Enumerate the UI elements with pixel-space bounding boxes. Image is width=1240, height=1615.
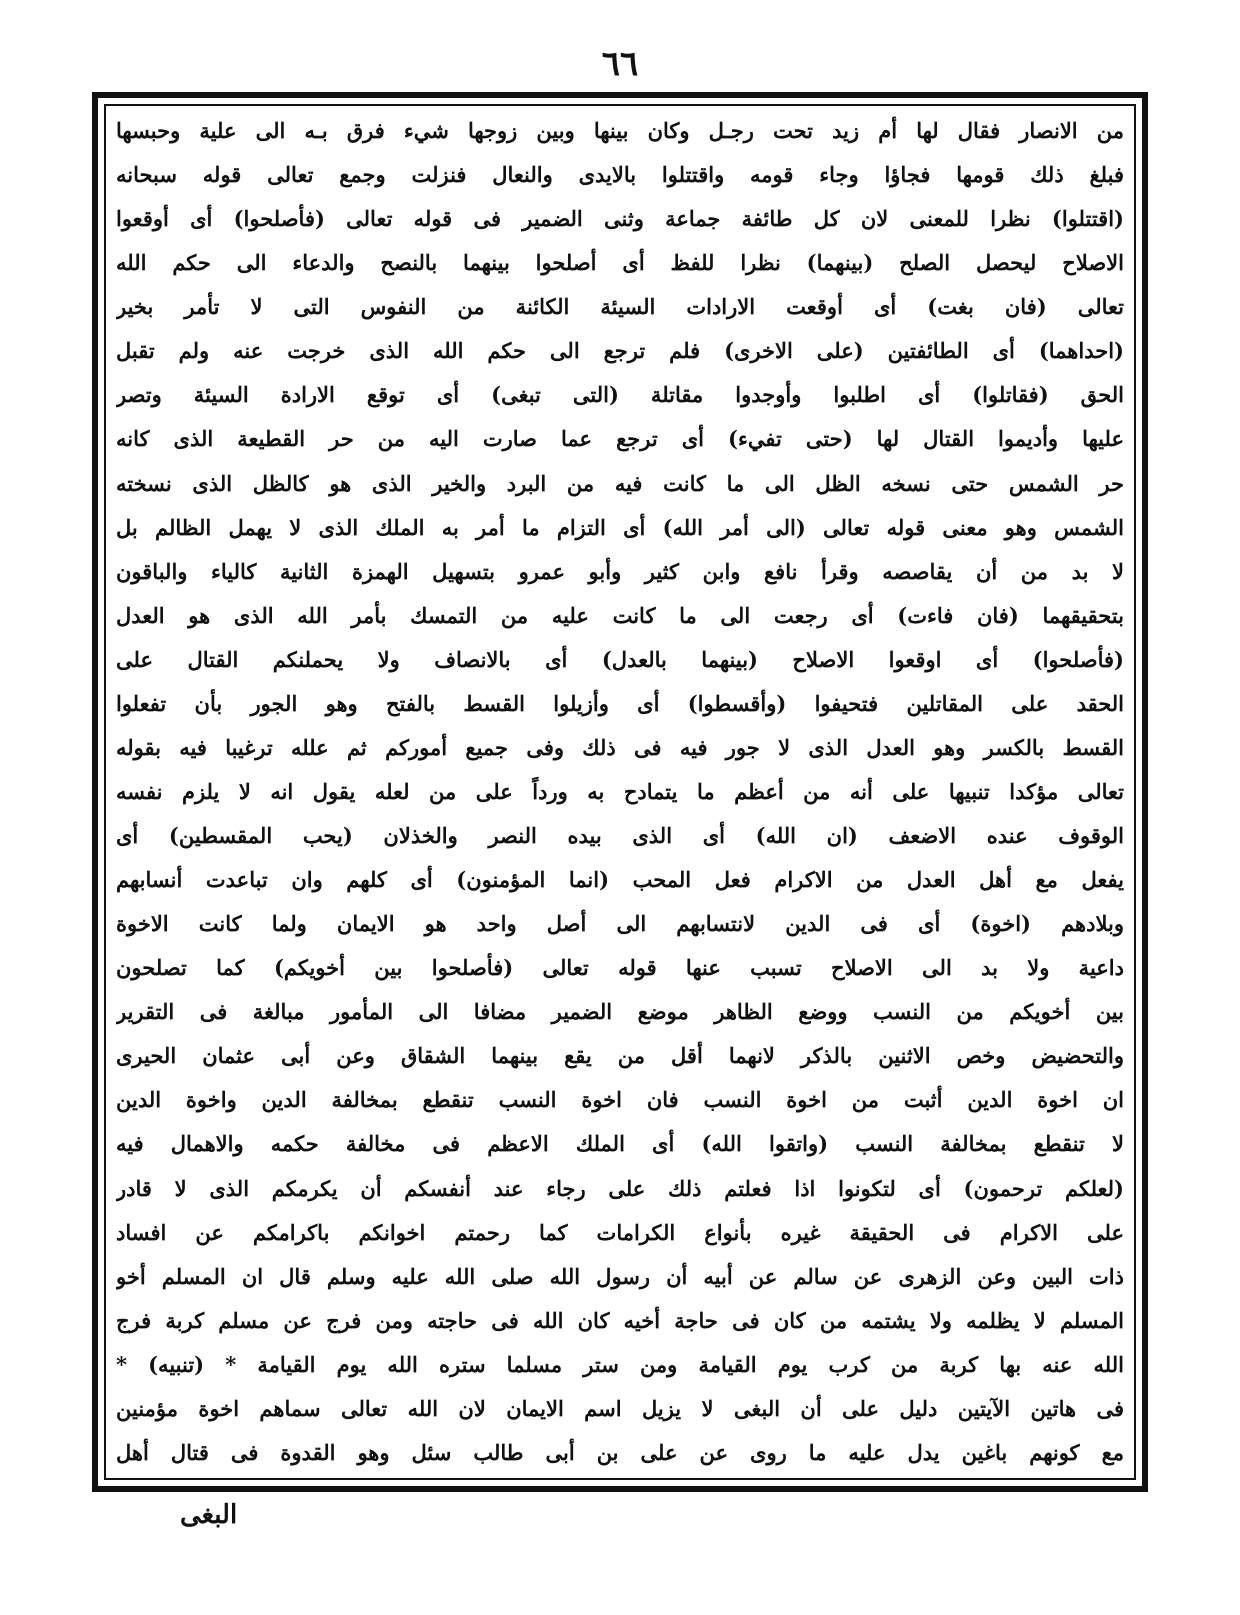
- text-line: تعالى مؤكدا تنبيها على أنه من أعظم ما يتمادح به ورداً على من لعله يقول انه لا يلزم نفسه: [116, 778, 1124, 804]
- text-line: (لعلكم ترحمون) أى لتكونوا اذا فعلتم ذلك على رجاء عند أنفسكم أن يكرمكم الذى لا قادر: [116, 1175, 1124, 1201]
- text-line: فى هاتين الآيتين دليل على أن البغى لا يزيل اسم الايمان لان الله تعالى سماهم اخوة مؤمنين: [116, 1395, 1124, 1421]
- text-line: داعية ولا بد الى الاصلاح تسبب عنها قوله تعالى (فأصلحوا بين أخويكم) كما تصلحون: [116, 955, 1124, 981]
- text-line: الوقوف عنده الاضعف (ان الله) أى الذى بيده النصر والخذلان (يحب المقسطين) أى: [116, 823, 1124, 848]
- text-line: من الانصار فقال لها أم زيد تحت رجـل وكان بينها وبين زوجها شيء فرق بـه الى علية وحبسها: [116, 118, 1124, 143]
- catchword: البغى: [180, 1500, 238, 1530]
- text-line: لا تنقطع بمخالفة النسب (واتقوا الله) أى الملك الاعظم فى مخالفة حكمه والاهمال فيه: [116, 1131, 1124, 1157]
- text-line: على الاكرام فى الحقيقة غيره بأنواع الكرامات كما رحمتم اخوانكم باكرامكم عن افساد: [116, 1219, 1124, 1245]
- text-line: مع كونهم باغين يدل عليه ما روى عن على بن أبى طالب سئل وهو القدوة فى قتال أهل: [116, 1439, 1124, 1465]
- text-line: بين أخويكم من النسب ووضع الظاهر موضع الضمير مضافا الى المأمور مبالغة فى التقرير: [116, 999, 1124, 1025]
- text-line: لا بد من أن يقاصصه وقرأ نافع وابن كثير وأبو عمرو بتسهيل الهمزة الثانية كالياء والباقون: [116, 558, 1124, 584]
- text-line: الاصلاح ليحصل الصلح (بينهما) نظرا للفظ أى أصلحوا بينهما بالنصح والدعاء الى حكم الله: [116, 250, 1124, 276]
- text-line: فبلغ ذلك قومها فجاؤا وجاء قومه واقتتلوا بالايدى والنعال فنزلت وجمع تعالى قوله سبحانه: [116, 162, 1124, 188]
- text-line: الحقد على المقاتلين فتحيفوا (وأقسطوا) أى وأزيلوا القسط بالفتح وهو الجور بأن تفعلوا: [116, 690, 1124, 716]
- text-line: (احداهما) أى الطائفتين (على الاخرى) فلم ترجع الى حكم الله الذى خرجت عنه ولم تقبل: [116, 338, 1124, 364]
- text-line: الحق (فقاتلوا) أى اطلبوا وأوجدوا مقاتلة (التى تبغى) أى توقع الارادة السيئة وتصر: [116, 382, 1124, 408]
- text-line: ذات البين وعن الزهرى عن سالم عن أبيه أن رسول الله صلى الله عليه وسلم قال ان المسلم أخو: [116, 1263, 1124, 1289]
- text-line: ان اخوة الدين أثبت من اخوة النسب فان اخوة النسب تنقطع بمخالفة الدين واخوة الدين: [116, 1087, 1124, 1113]
- text-line: تعالى (فان بغت) أى أوقعت الارادات السيئة الكائنة من النفوس التى لا تأمر بخير: [116, 294, 1124, 320]
- text-line: بتحقيقهما (فان فاءت) أى رجعت الى ما كانت عليه من التمسك بأمر الله الذى هو العدل: [116, 602, 1124, 628]
- text-line: (فأصلحوا) أى اوقعوا الاصلاح (بينهما بالعدل) أى بالانصاف ولا يحملنكم القتال على: [116, 646, 1124, 672]
- main-text-block: [116, 112, 1124, 1472]
- text-line: الله عنه بها كربة من كرب يوم القيامة ومن ستر مسلما ستره الله يوم القيامة * (تنبيه) *: [116, 1351, 1124, 1377]
- text-line: المسلم لا يظلمه ولا يشتمه من كان فى حاجة أخيه كان الله فى حاجته ومن فرج عن مسلم كربة فرج: [116, 1307, 1124, 1333]
- text-line: حر الشمس حتى نسخه الظل الى ما كانت فيه من البرد والخير الذى هو كالظل الذى نسخته: [116, 470, 1124, 496]
- text-line: عليها وأديموا القتال لها (حتى تفيء) أى ترجع عما صارت اليه من حر القطيعة الذى كانه: [116, 426, 1124, 452]
- text-line: والتحضيض وخص الاثنين بالذكر لانهما أقل من يقع بينهما الشقاق وعن أبى عثمان الحيرى: [116, 1043, 1124, 1069]
- text-line: القسط بالكسر وهو العدل الذى لا جور فيه فى ذلك وفى جميع أموركم ثم علله ترغيبا فيه بقوله: [116, 734, 1124, 760]
- text-line: وبلادهم (اخوة) أى فى الدين لانتسابهم الى أصل واحد هو الايمان ولما كانت الاخوة: [116, 911, 1124, 937]
- page-number: ٦٦: [601, 44, 639, 84]
- text-line: الشمس وهو معنى قوله تعالى (الى أمر الله) أى التزام ما أمر به الملك الذى لا يهمل الظالم بل: [116, 514, 1124, 540]
- text-line: (اقتتلوا) نظرا للمعنى لان كل طائفة جماعة وثنى الضمير فى قوله تعالى (فأصلحوا) أى أوقعوا: [116, 206, 1124, 232]
- text-line: يفعل مع أهل العدل من الاكرام فعل المحب (انما المؤمنون) أى كلهم وان تباعدت أنسابهم: [116, 867, 1124, 893]
